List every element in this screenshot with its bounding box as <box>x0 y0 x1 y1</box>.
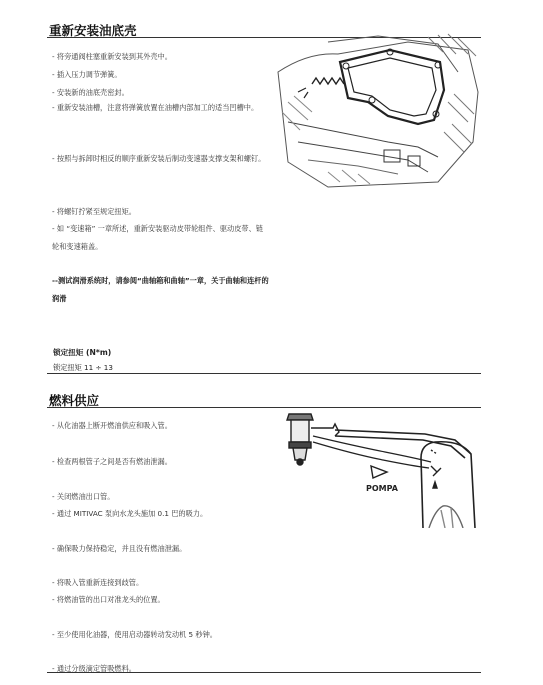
instruction-step: - 将燃油管的出口对准龙头的位置。 <box>52 595 165 604</box>
instruction-step: - 将吸入管重新连接到歧管。 <box>52 578 144 587</box>
torque-heading: 锁定扭矩 (N*m) <box>53 348 112 357</box>
instruction-step: - 将螺钉拧紧至规定扭矩。 <box>52 207 136 216</box>
instruction-step: - 至少使用化油器，使用启动器转动发动机 5 秒钟。 <box>52 630 217 639</box>
section-divider <box>47 672 481 673</box>
oil-sump-illustration <box>268 32 482 192</box>
instruction-step: - 插入压力调节弹簧。 <box>52 70 122 79</box>
instruction-step: - 如 “变速箱” 一章所述，重新安装驱动皮带轮组件、驱动皮带、链轮和变速箱盖。 <box>52 224 263 251</box>
fuel-pump-illustration <box>275 410 485 528</box>
pump-label: POMPA <box>366 484 398 493</box>
instruction-step: - 确保吸力保持稳定，并且没有燃油泄漏。 <box>52 544 187 553</box>
section-title-oil-sump: 重新安装油底壳 <box>49 23 137 38</box>
instruction-step: - 通过分级滴定管吸燃料。 <box>52 664 136 673</box>
instruction-step: - 检查两根管子之间是否有燃油泄漏。 <box>52 457 172 466</box>
instruction-step: - 关闭燃油出口管。 <box>52 492 115 501</box>
section-title-fuel-supply: 燃料供应 <box>49 393 100 408</box>
instruction-step: - 重新安装油槽，注意将弹簧放置在油槽内部加工的适当凹槽中。 <box>52 103 259 112</box>
section-divider <box>47 407 481 408</box>
lubrication-note: --测试润滑系统时，请参阅“曲轴箱和曲轴”一章，关于曲轴和连杆的润滑 <box>52 276 269 303</box>
instruction-step: - 通过 MITIVAC 泵向水龙头施加 0.1 巴的吸力。 <box>52 509 208 518</box>
section-divider <box>47 373 481 374</box>
torque-value: 锁定扭矩 11 ÷ 13 <box>53 363 113 372</box>
instruction-step: - 按照与拆卸时相反的顺序重新安装后制动变速器支撑支架和螺钉。 <box>52 154 266 163</box>
instruction-step: - 将旁通阀柱塞重新安装到其外壳中。 <box>52 52 172 61</box>
instruction-step: - 安装新的油底壳密封。 <box>52 88 129 97</box>
instruction-step: - 从化油器上断开燃油供应和吸入管。 <box>52 421 172 430</box>
